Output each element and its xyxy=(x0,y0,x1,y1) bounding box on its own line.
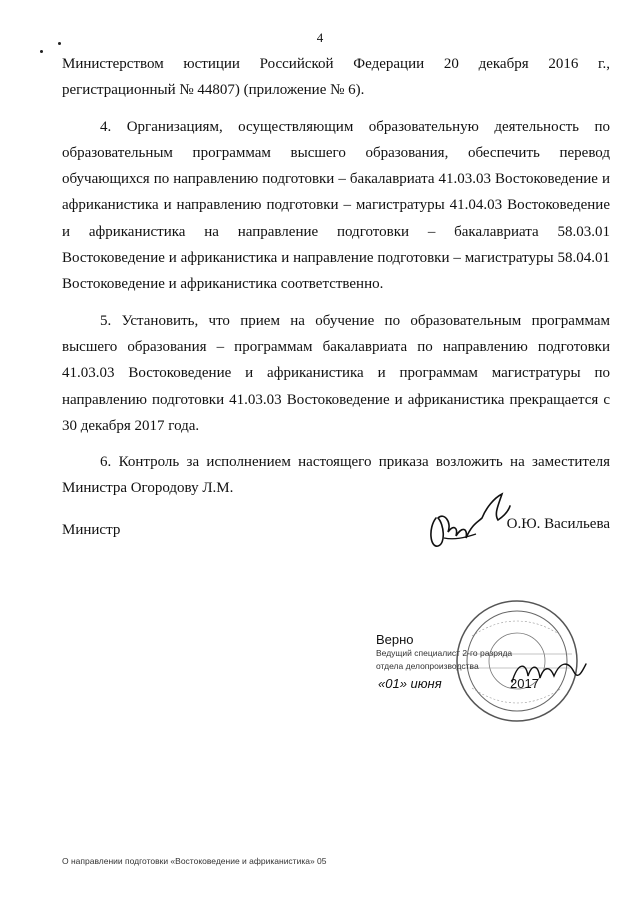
certifier-signature xyxy=(508,652,588,692)
paragraph-continuation: Министерством юстиции Российской Федерации 20 декабря 2016 г., регистрационный № 44807) (приложение № 6). xyxy=(62,56,610,99)
paragraph-item-6: 6. Контроль за исполнением настоящего приказа возложить на заместителя Министра Огородову Л.М. xyxy=(62,454,610,497)
signature-block xyxy=(62,512,610,572)
certification-year: 2017 xyxy=(510,676,539,691)
paragraph-item-4: 4. Организациям, осуществляющим образовательную деятельность по образовательным программам высшего образования, обеспечить перевод обучающихся по направлению подготовки – бакалавриата 41.03.03 Востоковедение и африканистика и направлению подготовки – магистратуры 41.04.03 Востоковедение и африканистика на направление подготовки – бакалавриата 58.03.01 Востоковедение и африканистика и направление подготовки – магистратуры 58.04.01 Востоковедение и африканистика соответственно. xyxy=(62,118,610,293)
signatory-title: Министр xyxy=(62,522,121,538)
document-footer: О направлении подготовки «Востоковедение и африканистика» 05 xyxy=(62,856,327,866)
scan-speck xyxy=(58,42,61,45)
page-number: 4 xyxy=(316,30,324,45)
certifier-department: отдела делопроизводства xyxy=(376,661,479,671)
scan-speck xyxy=(40,50,43,53)
document-body xyxy=(62,51,610,512)
handwritten-signature xyxy=(424,488,514,558)
certification-label: Верно xyxy=(376,632,414,647)
certifier-position: Ведущий специалист 2-го разряда xyxy=(376,648,513,658)
paragraph-item-5: 5. Установить, что прием на обучение по образовательным программам высшего образования – программам бакалавриата по направлению подготовки 41.03.03 Востоковедение и африканистика и программам магистратуры по направлению подготовки 41.03.03 Востоковедение и африканистика прекращается с 30 декабря 2017 года. xyxy=(62,312,610,434)
certification-date: «01» июня xyxy=(378,676,442,691)
signatory-name: О.Ю. Васильева xyxy=(506,516,610,532)
